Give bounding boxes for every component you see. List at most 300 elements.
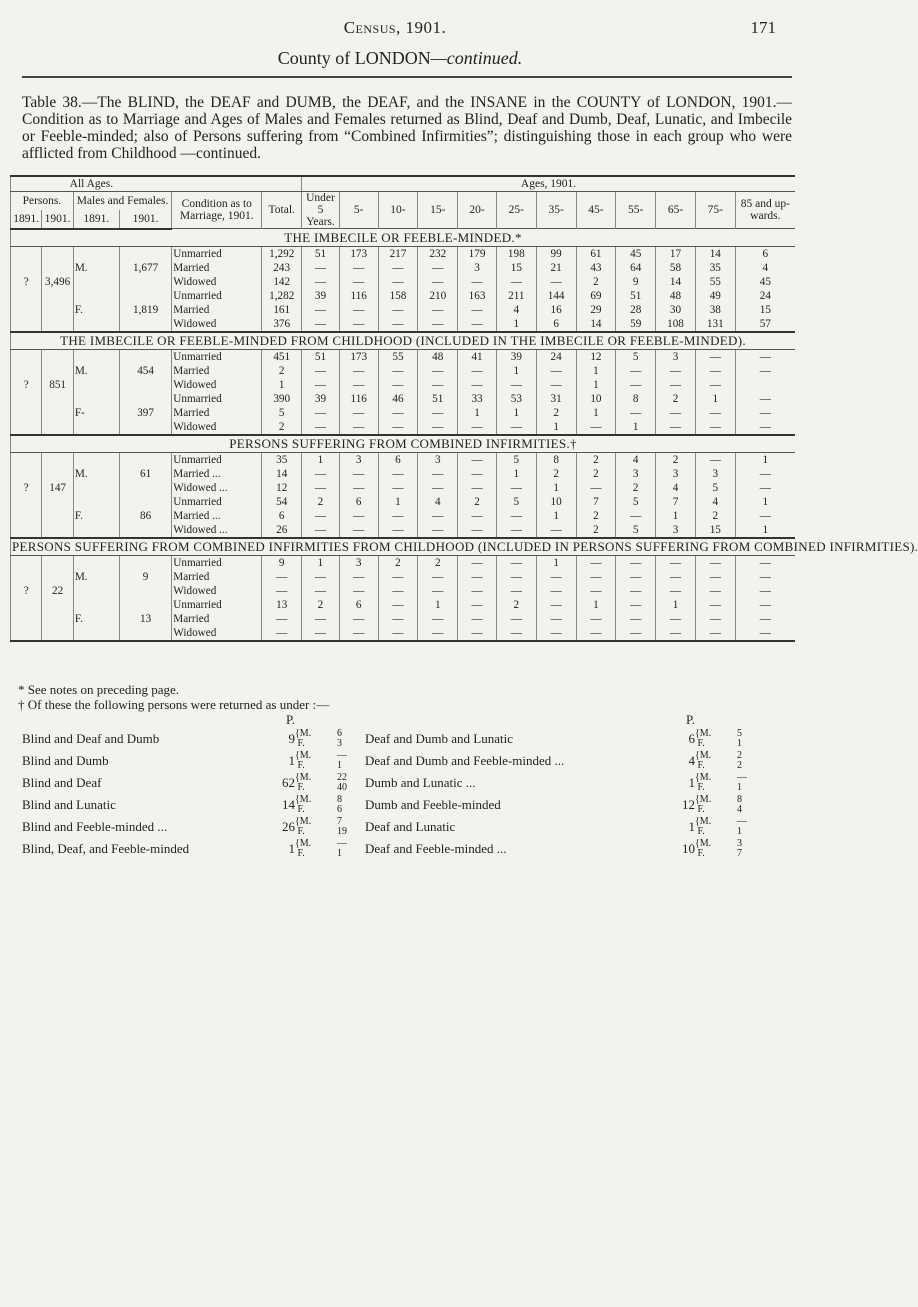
- value-cell: —: [536, 612, 576, 626]
- value-cell: —: [302, 509, 340, 523]
- condition-cell: Widowed: [172, 317, 262, 332]
- value-cell: 1: [536, 509, 576, 523]
- p-label: P.: [685, 712, 695, 727]
- value-cell: —: [458, 626, 497, 641]
- value-cell: —: [735, 481, 795, 495]
- value-cell: 4: [695, 495, 735, 509]
- value-cell: 21: [536, 261, 576, 275]
- sex-label: [73, 626, 119, 641]
- value-cell: 158: [378, 289, 418, 303]
- value-cell: —: [418, 317, 458, 332]
- value-cell: 2: [695, 509, 735, 523]
- value-cell: 173: [339, 246, 378, 261]
- value-cell: —: [458, 598, 497, 612]
- value-cell: —: [536, 626, 576, 641]
- age-col-5: 5-: [339, 192, 378, 229]
- value-cell: 6: [339, 598, 378, 612]
- value-cell: 198: [496, 246, 536, 261]
- value-cell: 1: [536, 420, 576, 435]
- value-cell: —: [656, 378, 696, 392]
- mf-1901-cell: [119, 626, 171, 641]
- value-cell: 2: [496, 598, 536, 612]
- value-cell: —: [302, 584, 340, 598]
- page-number: 171: [750, 18, 776, 37]
- persons-1901-cell: [42, 364, 73, 378]
- persons-1891-cell: [11, 452, 42, 467]
- persons-1891-cell: [11, 261, 42, 275]
- value-cell: —: [302, 406, 340, 420]
- mf-1901-cell: 86: [119, 509, 171, 523]
- value-cell: 12: [576, 349, 616, 364]
- summary-mf-values: [737, 816, 792, 838]
- value-cell: —: [378, 420, 418, 435]
- sex-brace: {M. F.: [695, 838, 712, 859]
- value-cell: —: [418, 584, 458, 598]
- value-cell: —: [496, 584, 536, 598]
- persons-1891-cell: ?: [11, 584, 42, 598]
- summary-row: [22, 728, 792, 750]
- table-row: [11, 303, 796, 317]
- value-cell: 69: [576, 289, 616, 303]
- female-count: 40: [337, 782, 347, 793]
- sex-label: [73, 246, 119, 261]
- male-count: 6: [337, 728, 342, 739]
- value-cell: 1: [576, 378, 616, 392]
- value-cell: 1: [735, 523, 795, 538]
- value-cell: 59: [616, 317, 656, 332]
- persons-1891-cell: [11, 317, 42, 332]
- value-cell: —: [656, 420, 696, 435]
- value-cell: —: [695, 364, 735, 378]
- condition-cell: Widowed ...: [172, 523, 262, 538]
- value-cell: 30: [656, 303, 696, 317]
- table-row: [11, 555, 796, 570]
- value-cell: 376: [262, 317, 302, 332]
- value-cell: —: [496, 275, 536, 289]
- value-cell: 6: [262, 509, 302, 523]
- condition-cell: Unmarried: [172, 452, 262, 467]
- summary-label: Blind and Deaf and Dumb: [22, 731, 160, 746]
- value-cell: 43: [576, 261, 616, 275]
- footnote-dagger: † Of these the following persons were returned as under :—: [18, 697, 330, 712]
- female-count: 6: [337, 804, 342, 815]
- value-cell: —: [735, 509, 795, 523]
- condition-cell: Married: [172, 261, 262, 275]
- value-cell: —: [695, 378, 735, 392]
- value-cell: —: [735, 612, 795, 626]
- value-cell: 4: [656, 481, 696, 495]
- footnotes: [18, 682, 329, 712]
- summary-label: Dumb and Lunatic ...: [365, 775, 476, 790]
- value-cell: 2: [576, 523, 616, 538]
- value-cell: 2: [302, 495, 340, 509]
- mf-1901-cell: [119, 378, 171, 392]
- value-cell: 64: [616, 261, 656, 275]
- value-cell: 9: [616, 275, 656, 289]
- persons-1901-cell: [42, 495, 73, 509]
- value-cell: 29: [576, 303, 616, 317]
- county-title: County of LONDON: [277, 48, 431, 68]
- summary-persons: 1: [688, 819, 695, 834]
- section-title: PERSONS SUFFERING FROM COMBINED INFIRMITIES FROM CHILDHOOD (INCLUDED IN PERSONS SUFFERING FROM COMBINED INFIRMITIES).: [12, 538, 918, 554]
- sex-brace: {M. F.: [695, 750, 712, 771]
- mf-1901-cell: [119, 555, 171, 570]
- persons-1901-cell: [42, 598, 73, 612]
- sex-label: [73, 349, 119, 364]
- value-cell: —: [302, 523, 340, 538]
- value-cell: —: [496, 481, 536, 495]
- value-cell: —: [576, 612, 616, 626]
- summary-sex-split: [295, 772, 337, 794]
- sex-label: [73, 420, 119, 435]
- value-cell: —: [458, 452, 497, 467]
- value-cell: —: [302, 570, 340, 584]
- value-cell: 45: [616, 246, 656, 261]
- value-cell: —: [378, 364, 418, 378]
- sex-brace: {M. F.: [295, 728, 312, 749]
- value-cell: —: [735, 555, 795, 570]
- value-cell: —: [378, 570, 418, 584]
- persons-header: Persons.: [11, 192, 74, 210]
- table-row: [11, 406, 796, 420]
- value-cell: 1: [302, 452, 340, 467]
- value-cell: 1: [378, 495, 418, 509]
- value-cell: 14: [695, 246, 735, 261]
- value-cell: 33: [458, 392, 497, 406]
- condition-cell: Unmarried: [172, 598, 262, 612]
- summary-mf-values: [337, 772, 365, 794]
- section-heading-row: [11, 229, 796, 247]
- value-cell: —: [458, 481, 497, 495]
- value-cell: —: [458, 275, 497, 289]
- value-cell: —: [458, 612, 497, 626]
- value-cell: 217: [378, 246, 418, 261]
- value-cell: 243: [262, 261, 302, 275]
- value-cell: 131: [695, 317, 735, 332]
- sex-label: [73, 495, 119, 509]
- female-count: 2: [737, 760, 742, 771]
- value-cell: —: [735, 626, 795, 641]
- value-cell: —: [695, 626, 735, 641]
- summary-header-cell: [365, 712, 665, 728]
- value-cell: 2: [378, 555, 418, 570]
- value-cell: 2: [656, 392, 696, 406]
- sex-brace: {M. F.: [295, 772, 312, 793]
- persons-1891-cell: [11, 555, 42, 570]
- persons-1891-cell: [11, 406, 42, 420]
- age-col-15: 15-: [418, 192, 458, 229]
- value-cell: —: [616, 555, 656, 570]
- value-cell: —: [458, 317, 497, 332]
- sex-brace: {M. F.: [695, 816, 712, 837]
- summary-persons: 4: [688, 753, 695, 768]
- value-cell: —: [656, 612, 696, 626]
- summary-persons: 26: [282, 819, 295, 834]
- summary-sex-split: [295, 794, 337, 816]
- condition-cell: Widowed: [172, 378, 262, 392]
- value-cell: —: [418, 509, 458, 523]
- value-cell: —: [418, 261, 458, 275]
- value-cell: —: [418, 612, 458, 626]
- male-count: 8: [337, 794, 342, 805]
- table-row: [11, 481, 796, 495]
- value-cell: —: [262, 612, 302, 626]
- value-cell: 144: [536, 289, 576, 303]
- value-cell: 2: [656, 452, 696, 467]
- value-cell: —: [695, 406, 735, 420]
- value-cell: —: [536, 275, 576, 289]
- value-cell: 1: [576, 598, 616, 612]
- summary-label: Deaf and Dumb and Feeble-minded ...: [365, 753, 565, 768]
- value-cell: —: [576, 570, 616, 584]
- value-cell: —: [418, 481, 458, 495]
- value-cell: —: [339, 378, 378, 392]
- p-label: P.: [285, 712, 295, 727]
- value-cell: 48: [418, 349, 458, 364]
- table-row: [11, 452, 796, 467]
- value-cell: 7: [656, 495, 696, 509]
- summary-mf-values: [337, 750, 365, 772]
- value-cell: —: [339, 509, 378, 523]
- value-cell: —: [576, 481, 616, 495]
- table-row: [11, 246, 796, 261]
- value-cell: 35: [262, 452, 302, 467]
- value-cell: 1: [735, 452, 795, 467]
- summary-label: Dumb and Feeble-minded: [365, 797, 501, 812]
- table-row: [11, 626, 796, 641]
- summary-row: [22, 750, 792, 772]
- persons-1901-cell: [42, 555, 73, 570]
- value-cell: —: [458, 570, 497, 584]
- value-cell: —: [418, 406, 458, 420]
- value-cell: 6: [735, 246, 795, 261]
- persons-1891-cell: [11, 612, 42, 626]
- value-cell: —: [695, 584, 735, 598]
- sex-brace: {M. F.: [695, 728, 712, 749]
- persons-1901-cell: [42, 349, 73, 364]
- summary-label: Deaf and Lunatic: [365, 819, 456, 834]
- running-title: Census, 1901.: [343, 18, 447, 37]
- condition-cell: Unmarried: [172, 495, 262, 509]
- value-cell: 26: [262, 523, 302, 538]
- sex-label: [73, 598, 119, 612]
- value-cell: —: [616, 626, 656, 641]
- persons-1901-cell: [42, 303, 73, 317]
- value-cell: —: [536, 523, 576, 538]
- male-count: 7: [337, 816, 342, 827]
- value-cell: 5: [496, 495, 536, 509]
- persons-1901-cell: [42, 392, 73, 406]
- value-cell: —: [418, 523, 458, 538]
- mf-1901-cell: [119, 481, 171, 495]
- male-count: —: [737, 772, 747, 783]
- value-cell: 3: [616, 467, 656, 481]
- value-cell: —: [302, 364, 340, 378]
- section-heading-row: [11, 332, 796, 350]
- infirmities-table: [10, 175, 918, 642]
- persons-1891-cell: [11, 349, 42, 364]
- value-cell: 55: [378, 349, 418, 364]
- summary-mf-values: [737, 728, 792, 750]
- value-cell: 4: [418, 495, 458, 509]
- value-cell: —: [302, 481, 340, 495]
- summary-header-row: [22, 712, 792, 728]
- value-cell: —: [536, 364, 576, 378]
- value-cell: —: [302, 378, 340, 392]
- age-col-25: 25-: [496, 192, 536, 229]
- summary-persons: 12: [682, 797, 695, 812]
- female-count: 1: [337, 848, 342, 859]
- value-cell: —: [735, 584, 795, 598]
- value-cell: —: [616, 612, 656, 626]
- summary-mf-values: [737, 838, 792, 860]
- value-cell: 142: [262, 275, 302, 289]
- value-cell: —: [576, 626, 616, 641]
- value-cell: 5: [262, 406, 302, 420]
- value-cell: —: [378, 317, 418, 332]
- value-cell: 24: [735, 289, 795, 303]
- age-col-65: 65-: [656, 192, 696, 229]
- condition-cell: Married: [172, 406, 262, 420]
- value-cell: 1: [496, 317, 536, 332]
- value-cell: —: [695, 598, 735, 612]
- value-cell: —: [695, 452, 735, 467]
- value-cell: 3: [418, 452, 458, 467]
- value-cell: —: [339, 481, 378, 495]
- table-row: [11, 392, 796, 406]
- persons-1901-cell: [42, 509, 73, 523]
- value-cell: —: [339, 626, 378, 641]
- persons-1901-header: 1901.: [42, 210, 73, 229]
- sex-label: [73, 275, 119, 289]
- value-cell: 31: [536, 392, 576, 406]
- sex-label: F.: [73, 612, 119, 626]
- ages-1901-header: Ages, 1901.: [302, 176, 795, 192]
- value-cell: —: [458, 555, 497, 570]
- males-females-header: Males and Females.: [73, 192, 171, 210]
- persons-1901-cell: [42, 261, 73, 275]
- value-cell: —: [458, 378, 497, 392]
- persons-1891-cell: [11, 246, 42, 261]
- value-cell: 173: [339, 349, 378, 364]
- value-cell: 163: [458, 289, 497, 303]
- mf-1901-cell: 397: [119, 406, 171, 420]
- value-cell: —: [536, 570, 576, 584]
- persons-1891-cell: [11, 303, 42, 317]
- condition-cell: Widowed ...: [172, 481, 262, 495]
- value-cell: —: [262, 584, 302, 598]
- persons-1891-cell: [11, 467, 42, 481]
- persons-1901-cell: [42, 420, 73, 435]
- value-cell: —: [378, 612, 418, 626]
- persons-1901-cell: [42, 406, 73, 420]
- summary-mf-values: [737, 794, 792, 816]
- value-cell: —: [418, 378, 458, 392]
- value-cell: 5: [616, 349, 656, 364]
- value-cell: 41: [458, 349, 497, 364]
- value-cell: —: [656, 555, 696, 570]
- condition-cell: Widowed: [172, 420, 262, 435]
- value-cell: 1,292: [262, 246, 302, 261]
- value-cell: 211: [496, 289, 536, 303]
- value-cell: 8: [536, 452, 576, 467]
- summary-mf-values: [337, 838, 365, 860]
- value-cell: —: [616, 364, 656, 378]
- value-cell: —: [378, 481, 418, 495]
- male-count: 3: [737, 838, 742, 849]
- value-cell: 161: [262, 303, 302, 317]
- value-cell: —: [496, 523, 536, 538]
- persons-1891-cell: [11, 364, 42, 378]
- value-cell: —: [496, 509, 536, 523]
- summary-mf-values: [337, 794, 365, 816]
- value-cell: —: [735, 392, 795, 406]
- summary-header-cell: [737, 712, 792, 728]
- sex-label: [73, 584, 119, 598]
- value-cell: —: [378, 626, 418, 641]
- value-cell: 4: [616, 452, 656, 467]
- persons-1891-cell: [11, 626, 42, 641]
- condition-cell: Widowed: [172, 584, 262, 598]
- value-cell: —: [496, 378, 536, 392]
- value-cell: —: [576, 420, 616, 435]
- value-cell: 5: [616, 495, 656, 509]
- value-cell: —: [735, 349, 795, 364]
- sex-label: [73, 317, 119, 332]
- value-cell: 38: [695, 303, 735, 317]
- age-col-35: 35-: [536, 192, 576, 229]
- sex-brace: {M. F.: [295, 794, 312, 815]
- mf-1901-cell: 1,677: [119, 261, 171, 275]
- county-heading: [0, 48, 800, 69]
- mf-1901-cell: [119, 289, 171, 303]
- value-cell: —: [339, 612, 378, 626]
- persons-1901-cell: [42, 289, 73, 303]
- summary-row: [22, 772, 792, 794]
- value-cell: 1: [656, 598, 696, 612]
- sex-label: [73, 452, 119, 467]
- male-count: —: [337, 750, 347, 761]
- value-cell: —: [496, 612, 536, 626]
- table-row: [11, 523, 796, 538]
- value-cell: 1: [418, 598, 458, 612]
- value-cell: 451: [262, 349, 302, 364]
- value-cell: 54: [262, 495, 302, 509]
- value-cell: —: [616, 509, 656, 523]
- sex-label: M.: [73, 570, 119, 584]
- value-cell: 2: [576, 275, 616, 289]
- summary-persons: 1: [288, 753, 295, 768]
- male-count: 2: [737, 750, 742, 761]
- footnote-star: * See notes on preceding page.: [18, 682, 180, 697]
- table-row: [11, 509, 796, 523]
- value-cell: —: [378, 598, 418, 612]
- value-cell: 1: [695, 392, 735, 406]
- value-cell: —: [339, 467, 378, 481]
- value-cell: —: [656, 626, 696, 641]
- sex-label: F-: [73, 406, 119, 420]
- summary-label: Deaf and Feeble-minded ...: [365, 841, 507, 856]
- summary-label: Blind and Lunatic: [22, 797, 116, 812]
- value-cell: 2: [418, 555, 458, 570]
- sex-label: M.: [73, 364, 119, 378]
- value-cell: —: [458, 467, 497, 481]
- summary-mf-values: [737, 772, 792, 794]
- sex-brace: {M. F.: [695, 794, 712, 815]
- mf-1901-cell: 9: [119, 570, 171, 584]
- sex-label: [73, 555, 119, 570]
- value-cell: 2: [458, 495, 497, 509]
